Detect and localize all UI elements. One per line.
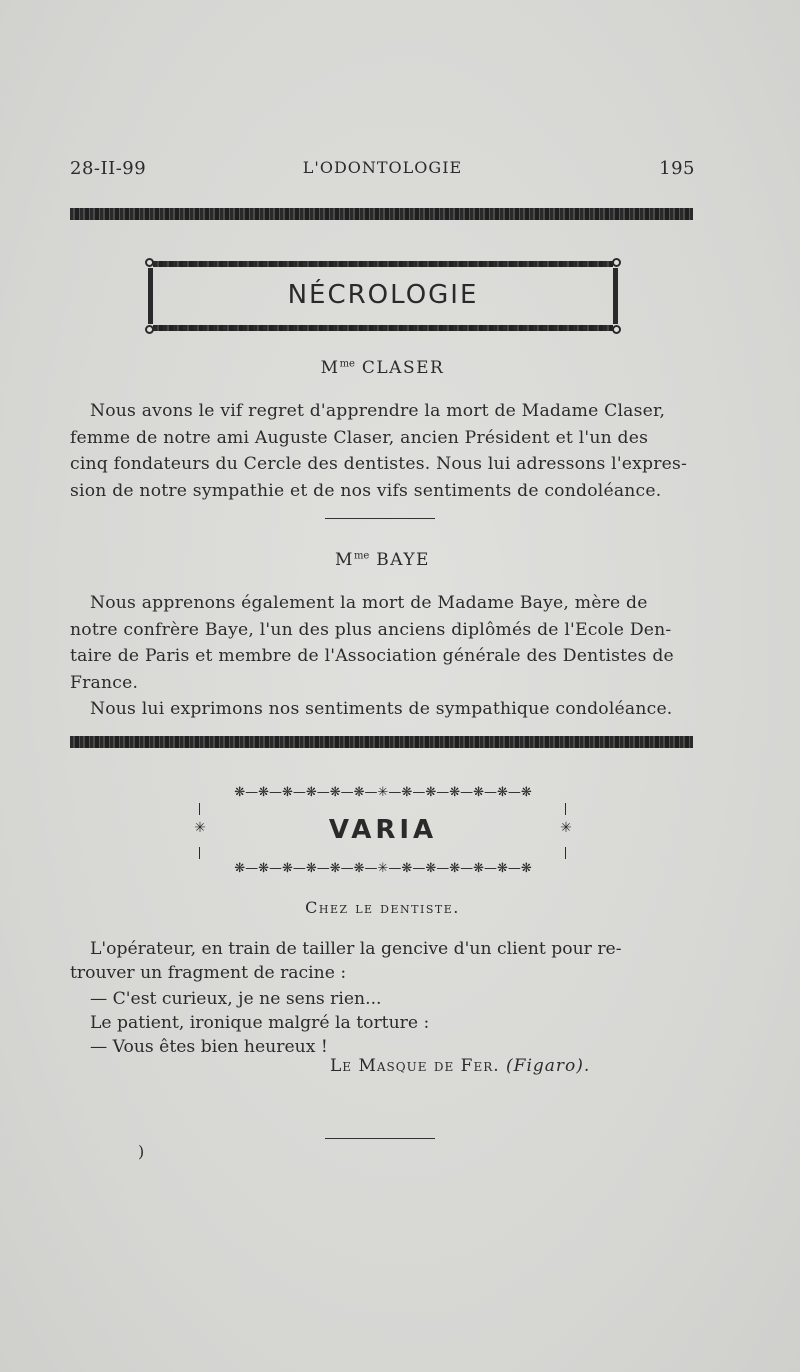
- page-number: 195: [659, 158, 695, 179]
- obituary-heading-baye: [70, 550, 695, 570]
- necrologie-title: NÉCROLOGIE: [287, 280, 479, 310]
- dialogue-line: — Vous êtes bien heureux !: [90, 1037, 328, 1057]
- star-ornament-icon: ✳: [194, 820, 206, 836]
- heading-name: BAYE: [376, 550, 430, 570]
- issue-date: 28-II-99: [70, 158, 147, 179]
- text-line: L'opérateur, en train de tailler la gencive d'un client pour re-: [90, 939, 622, 959]
- frame-corner-dot: [612, 258, 621, 267]
- section-divider-bar: [70, 736, 693, 748]
- heading-prefix: M: [335, 550, 354, 570]
- signature-source: (Figaro).: [506, 1056, 591, 1076]
- signature-author: Le Masque de Fer.: [330, 1056, 500, 1076]
- text-line: cinq fondateurs du Cercle des dentistes. Nous lui adressons l'expres-: [70, 454, 688, 474]
- heading-prefix: M: [320, 358, 340, 378]
- heading-sup: me: [339, 358, 355, 370]
- running-header: [70, 158, 695, 182]
- obituary-text-baye: [70, 590, 695, 723]
- text-line: France.: [70, 672, 139, 693]
- text-line: trouver un fragment de racine :: [70, 963, 347, 983]
- signature: [330, 1056, 590, 1076]
- heading-name: CLASER: [361, 358, 445, 378]
- varia-title: VARIA: [328, 815, 438, 845]
- text-line: femme de notre ami Auguste Claser, ancien Président et l'un des: [70, 427, 649, 448]
- short-rule: [325, 1138, 435, 1139]
- frame-corner-dot: [145, 258, 154, 267]
- journal-title: L'ODONTOLOGIE: [302, 158, 463, 177]
- dialogue-line: — C'est curieux, je ne sens rien...: [90, 989, 382, 1009]
- obituary-heading-claser: [70, 358, 695, 378]
- frame-corner-dot: [612, 325, 621, 334]
- frame-bottom-rule: [153, 325, 613, 331]
- frame-corner-dot: [145, 325, 154, 334]
- varia-subtitle: Chez le dentiste.: [305, 898, 460, 917]
- star-ornament-icon: ✳: [560, 820, 572, 836]
- text-line: taire de Paris et membre de l'Association générale des Dentistes de: [70, 646, 674, 666]
- necrologie-title-frame: [145, 258, 621, 334]
- obituary-text-claser: [70, 398, 695, 504]
- text-line: sion de notre sympathie et de nos vifs sentiments de condoléance.: [70, 480, 662, 501]
- short-rule: [325, 518, 435, 519]
- heading-sup: me: [353, 550, 370, 562]
- stray-mark: ): [138, 1142, 145, 1161]
- ornament-row-top: ❋—❋—❋—❋—❋—❋—✳—❋—❋—❋—❋—❋—❋: [234, 785, 532, 800]
- text-line: Nous apprenons également la mort de Madame Baye, mère de: [90, 593, 648, 613]
- section-divider-bar: [70, 208, 693, 220]
- frame-top-rule: [153, 261, 613, 267]
- text-line: Nous lui exprimons nos sentiments de sympathique condoléance.: [90, 699, 673, 719]
- varia-title-frame: [188, 785, 578, 877]
- text-line: Nous avons le vif regret d'apprendre la mort de Madame Claser,: [90, 401, 666, 421]
- text-line: Le patient, ironique malgré la torture :: [90, 1013, 430, 1033]
- ornament-row-bottom: ❋—❋—❋—❋—❋—❋—✳—❋—❋—❋—❋—❋—❋: [234, 861, 532, 876]
- text-line: notre confrère Baye, l'un des plus anciens diplômés de l'Ecole Den-: [70, 619, 672, 640]
